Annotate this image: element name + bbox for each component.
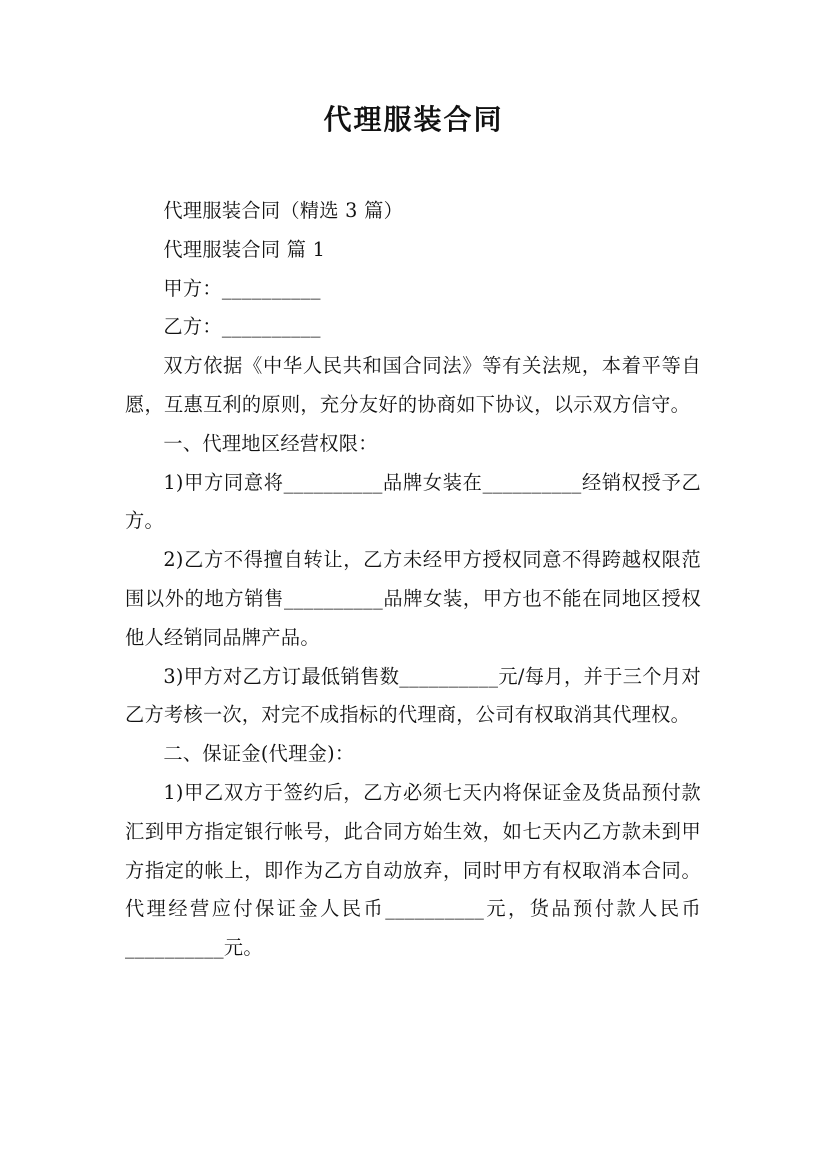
document-title: 代理服装合同 (323, 103, 504, 136)
paragraph-preamble: 双方依据《中华人民共和国合同法》等有关法规，本着平等自愿，互惠互利的原则，充分友好的协商如下协议，以示双方信守。 (125, 354, 701, 416)
paragraph-clause-1-2: 2)乙方不得擅自转让，乙方未经甲方授权同意不得跨越权限范围以外的地方销售__________品牌女装，甲方也不能在同地区授权他人经销同品牌产品。 (125, 548, 701, 649)
paragraph-party-a: 甲方：__________ (163, 276, 321, 300)
paragraph-clause-1-3: 3)甲方对乙方订最低销售数__________元/每月，并于三个月对乙方考核一次，对完不成指标的代理商，公司有权取消其代理权。 (125, 664, 701, 727)
paragraph-party-b: 乙方：__________ (163, 315, 321, 339)
paragraph-clause-1-1: 1)甲方同意将__________品牌女装在__________经销权授予乙方。 (125, 470, 701, 533)
paragraph-clause-2-1: 1)甲乙双方于签约后，乙方必须七天内将保证金及货品预付款汇到甲方指定银行帐号，此合同方始生效，如七天内乙方款未到甲方指定的帐上，即作为乙方自动放弃，同时甲方有权取消本合同。代理经营应付保证金人民币__________元，货品预付款人民币__________元。 (125, 780, 701, 960)
paragraph-clause-2-heading: 二、保证金(代理金)： (163, 742, 355, 766)
paragraph-subtitle: 代理服装合同（精选 3 篇） (163, 199, 404, 222)
paragraph-clause-1-heading: 一、代理地区经营权限： (163, 431, 378, 455)
paragraph-section-heading: 代理服装合同 篇 1 (163, 237, 326, 261)
document-body (125, 192, 701, 968)
